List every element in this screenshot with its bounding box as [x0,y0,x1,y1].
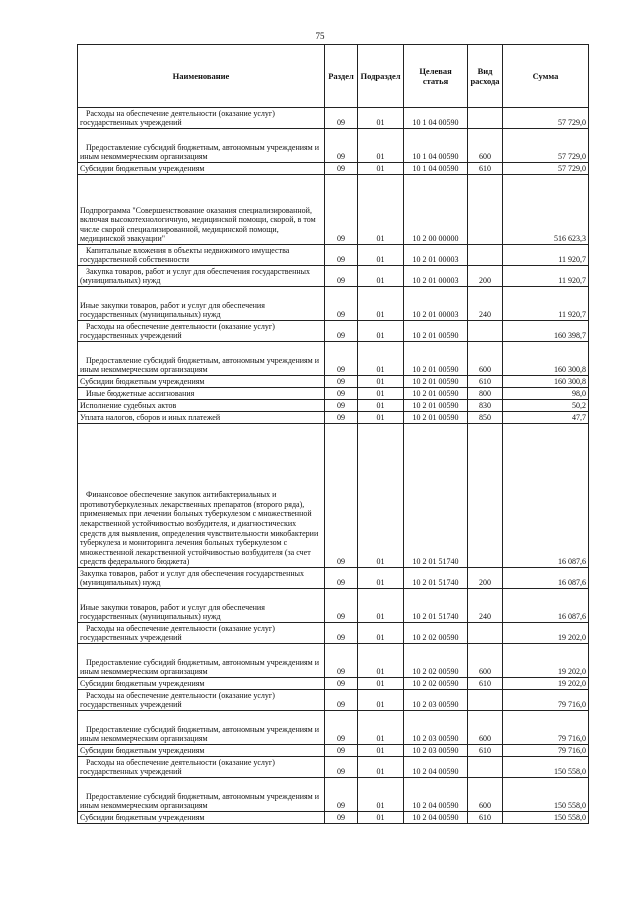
cell-section: 09 [325,690,358,711]
cell-expense-type [468,321,503,342]
cell-amount: 79 716,0 [503,711,589,745]
cell-amount: 11 920,7 [503,245,589,266]
cell-subsection: 01 [358,245,404,266]
table-row [78,568,589,589]
cell-expense-type: 240 [468,287,503,321]
cell-target: 10 2 01 00590 [404,400,468,412]
cell-target: 10 2 01 00003 [404,287,468,321]
cell-target: 10 2 01 00590 [404,412,468,424]
cell-subsection: 01 [358,175,404,245]
table-row [78,757,589,778]
cell-subsection: 01 [358,812,404,824]
cell-subsection: 01 [358,163,404,175]
table-row [78,678,589,690]
cell-name: Предоставление субсидий бюджетным, автономным учреждениям и иным некоммерческим организациям [78,644,325,678]
cell-name: Предоставление субсидий бюджетным, автономным учреждениям и иным некоммерческим организациям [78,129,325,163]
cell-amount: 150 558,0 [503,812,589,824]
cell-name: Субсидии бюджетным учреждениям [78,812,325,824]
cell-amount: 57 729,0 [503,163,589,175]
cell-name: Подпрограмма "Совершенствование оказания специализированной, включая высокотехнологичную, медицинской помощи, скорой, в том числе скорой специализированной, медицинской помощи, медицинской эвакуации" [78,175,325,245]
table-row [78,412,589,424]
cell-expense-type [468,245,503,266]
cell-subsection: 01 [358,757,404,778]
cell-amount: 16 087,6 [503,424,589,568]
cell-name: Закупка товаров, работ и услуг для обеспечения государственных (муниципальных) нужд [78,266,325,287]
table-row [78,623,589,644]
table-row [78,711,589,745]
cell-subsection: 01 [358,400,404,412]
cell-amount: 50,2 [503,400,589,412]
cell-subsection: 01 [358,568,404,589]
cell-subsection: 01 [358,778,404,812]
cell-expense-type [468,623,503,644]
cell-name: Расходы на обеспечение деятельности (оказание услуг) государственных учреждений [78,321,325,342]
cell-section: 09 [325,400,358,412]
header-expense-type: Вид расхода [468,45,503,108]
cell-name: Финансовое обеспечение закупок антибактериальных и противотуберкулезных лекарственных препаратов (второго ряда), применяемых при лечении больных туберкулезом с множественной лекарственной устойчивостью возбудителя, и диагностических средств для выявления, определения чувствительности микобактерии туберкулеза и мониторинга лечения больных туберкулезом с множественной лекарственной устойчивостью возбудителя (за счет средств федерального бюджета) [78,424,325,568]
table-row [78,644,589,678]
table-row [78,812,589,824]
cell-amount: 79 716,0 [503,745,589,757]
cell-amount: 516 623,3 [503,175,589,245]
cell-subsection: 01 [358,711,404,745]
cell-amount: 57 729,0 [503,129,589,163]
cell-section: 09 [325,287,358,321]
cell-amount: 160 398,7 [503,321,589,342]
cell-expense-type: 610 [468,163,503,175]
table-row [78,400,589,412]
cell-target: 10 2 01 51740 [404,568,468,589]
header-section: Раздел [325,45,358,108]
cell-target: 10 1 04 00590 [404,129,468,163]
cell-target: 10 2 00 00000 [404,175,468,245]
cell-expense-type [468,757,503,778]
cell-amount: 98,0 [503,388,589,400]
cell-expense-type [468,690,503,711]
table-row [78,424,589,568]
cell-section: 09 [325,412,358,424]
cell-name: Предоставление субсидий бюджетным, автономным учреждениям и иным некоммерческим организациям [78,342,325,376]
cell-expense-type [468,108,503,129]
cell-name: Иные закупки товаров, работ и услуг для обеспечения государственных (муниципальных) нужд [78,287,325,321]
cell-name: Расходы на обеспечение деятельности (оказание услуг) государственных учреждений [78,623,325,644]
cell-subsection: 01 [358,129,404,163]
cell-expense-type: 610 [468,745,503,757]
cell-target: 10 1 04 00590 [404,163,468,175]
cell-amount: 11 920,7 [503,287,589,321]
cell-subsection: 01 [358,321,404,342]
table-header-row [78,45,589,108]
cell-name: Предоставление субсидий бюджетным, автономным учреждениям и иным некоммерческим организациям [78,778,325,812]
cell-amount: 47,7 [503,412,589,424]
table-row [78,129,589,163]
cell-amount: 160 300,8 [503,342,589,376]
cell-target: 10 2 01 00590 [404,321,468,342]
cell-subsection: 01 [358,287,404,321]
cell-subsection: 01 [358,424,404,568]
cell-expense-type: 200 [468,266,503,287]
cell-amount: 150 558,0 [503,778,589,812]
table-row [78,175,589,245]
cell-section: 09 [325,589,358,623]
cell-subsection: 01 [358,412,404,424]
budget-table [77,44,589,824]
cell-subsection: 01 [358,266,404,287]
cell-section: 09 [325,745,358,757]
cell-expense-type [468,175,503,245]
cell-name: Предоставление субсидий бюджетным, автономным учреждениям и иным некоммерческим организациям [78,711,325,745]
cell-section: 09 [325,321,358,342]
cell-name: Исполнение судебных актов [78,400,325,412]
cell-section: 09 [325,108,358,129]
cell-section: 09 [325,623,358,644]
cell-section: 09 [325,342,358,376]
cell-expense-type: 200 [468,568,503,589]
table-row [78,745,589,757]
cell-section: 09 [325,678,358,690]
page-number: 75 [315,31,325,41]
cell-amount: 19 202,0 [503,644,589,678]
cell-target: 10 2 02 00590 [404,678,468,690]
cell-name: Уплата налогов, сборов и иных платежей [78,412,325,424]
cell-target: 10 2 03 00590 [404,690,468,711]
cell-name: Субсидии бюджетным учреждениям [78,163,325,175]
cell-name: Капитальные вложения в объекты недвижимого имущества государственной собственности [78,245,325,266]
cell-target: 10 1 04 00590 [404,108,468,129]
cell-subsection: 01 [358,388,404,400]
cell-section: 09 [325,812,358,824]
cell-expense-type: 240 [468,589,503,623]
cell-expense-type: 600 [468,711,503,745]
cell-target: 10 2 04 00590 [404,812,468,824]
table-row [78,342,589,376]
cell-amount: 150 558,0 [503,757,589,778]
table-row [78,245,589,266]
cell-target: 10 2 01 00590 [404,388,468,400]
cell-amount: 160 300,8 [503,376,589,388]
table-row [78,589,589,623]
cell-expense-type: 610 [468,376,503,388]
cell-target: 10 2 01 00590 [404,376,468,388]
table-row [78,376,589,388]
cell-target: 10 2 02 00590 [404,644,468,678]
cell-expense-type: 610 [468,678,503,690]
cell-name: Субсидии бюджетным учреждениям [78,678,325,690]
cell-section: 09 [325,568,358,589]
cell-amount: 11 920,7 [503,266,589,287]
cell-amount: 57 729,0 [503,108,589,129]
cell-amount: 16 087,6 [503,589,589,623]
cell-expense-type: 600 [468,644,503,678]
table-row [78,287,589,321]
cell-expense-type [468,424,503,568]
cell-target: 10 2 01 00003 [404,266,468,287]
cell-subsection: 01 [358,678,404,690]
table-row [78,690,589,711]
cell-target: 10 2 03 00590 [404,745,468,757]
header-subsection: Подраздел [358,45,404,108]
header-name: Наименование [78,45,325,108]
cell-expense-type: 800 [468,388,503,400]
cell-name: Расходы на обеспечение деятельности (оказание услуг) государственных учреждений [78,690,325,711]
cell-target: 10 2 01 51740 [404,424,468,568]
table-row [78,108,589,129]
cell-subsection: 01 [358,644,404,678]
cell-subsection: 01 [358,589,404,623]
cell-expense-type: 600 [468,129,503,163]
table-row [78,388,589,400]
cell-name: Субсидии бюджетным учреждениям [78,745,325,757]
cell-expense-type: 600 [468,342,503,376]
cell-target: 10 2 01 00003 [404,245,468,266]
cell-subsection: 01 [358,376,404,388]
table-row [78,778,589,812]
cell-subsection: 01 [358,623,404,644]
cell-section: 09 [325,245,358,266]
cell-name: Расходы на обеспечение деятельности (оказание услуг) государственных учреждений [78,108,325,129]
cell-section: 09 [325,711,358,745]
cell-section: 09 [325,129,358,163]
cell-name: Иные бюджетные ассигнования [78,388,325,400]
cell-section: 09 [325,266,358,287]
cell-target: 10 2 03 00590 [404,711,468,745]
cell-subsection: 01 [358,108,404,129]
cell-target: 10 2 04 00590 [404,757,468,778]
cell-subsection: 01 [358,342,404,376]
cell-section: 09 [325,388,358,400]
cell-target: 10 2 04 00590 [404,778,468,812]
cell-amount: 19 202,0 [503,678,589,690]
cell-expense-type: 600 [468,778,503,812]
cell-section: 09 [325,175,358,245]
cell-section: 09 [325,757,358,778]
cell-expense-type: 850 [468,412,503,424]
header-amount: Сумма [503,45,589,108]
cell-amount: 16 087,6 [503,568,589,589]
table-row [78,163,589,175]
header-target: Целевая статья [404,45,468,108]
table-row [78,321,589,342]
table-body [78,108,589,824]
cell-name: Иные закупки товаров, работ и услуг для обеспечения государственных (муниципальных) нужд [78,589,325,623]
cell-subsection: 01 [358,745,404,757]
cell-expense-type: 830 [468,400,503,412]
cell-section: 09 [325,644,358,678]
table-row [78,266,589,287]
cell-section: 09 [325,778,358,812]
cell-amount: 19 202,0 [503,623,589,644]
cell-name: Субсидии бюджетным учреждениям [78,376,325,388]
cell-amount: 79 716,0 [503,690,589,711]
cell-section: 09 [325,376,358,388]
cell-target: 10 2 01 00590 [404,342,468,376]
cell-subsection: 01 [358,690,404,711]
cell-section: 09 [325,163,358,175]
cell-section: 09 [325,424,358,568]
cell-expense-type: 610 [468,812,503,824]
cell-name: Расходы на обеспечение деятельности (оказание услуг) государственных учреждений [78,757,325,778]
cell-target: 10 2 02 00590 [404,623,468,644]
cell-name: Закупка товаров, работ и услуг для обеспечения государственных (муниципальных) нужд [78,568,325,589]
cell-target: 10 2 01 51740 [404,589,468,623]
